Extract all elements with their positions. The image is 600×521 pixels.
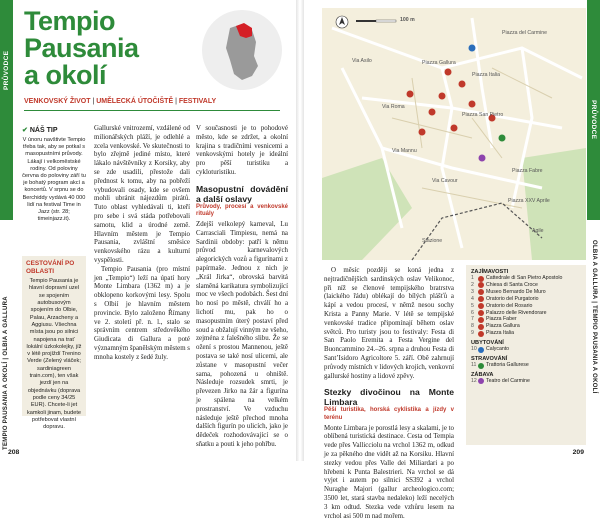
map-label: Agile: [532, 228, 544, 234]
map-label: Via Roma: [382, 104, 405, 110]
divider: [24, 110, 280, 111]
legend-marker-icon: [478, 310, 484, 316]
poi-marker-8: [445, 69, 452, 76]
map-label: Via Cavour: [432, 178, 458, 184]
poi-marker-2: [429, 109, 436, 116]
left-page: [0, 0, 296, 461]
legend-marker-icon: [478, 331, 484, 337]
legend-marker-icon: [478, 378, 484, 384]
section-subheading: Průvody, procesí a venkovské rituály: [196, 203, 288, 218]
legend-item: [471, 378, 581, 385]
text-column-1: [94, 125, 190, 363]
poi-marker-7: [407, 91, 414, 98]
legend-number: 3: [471, 288, 474, 295]
map-label: Piazza del Carmine: [502, 30, 547, 36]
legend-item: [471, 282, 581, 289]
legend-item: [471, 316, 581, 323]
section-heading: Masopustní dovádění a další oslavy: [196, 183, 288, 204]
poi-marker-sleep: [469, 45, 476, 52]
poi-marker-entertainment: [479, 155, 486, 162]
getting-around-box: [22, 256, 86, 431]
section-subheading: Pěší turistika, horská cyklistika a jízdy v terénu: [324, 407, 454, 421]
paragraph: V současnosti je to pohodové město, kde se zdržet, a okolní krajina s tradičními vesnicemi a venkovskými hotely je ideální pro pěší turistiku a cykloturistiku.: [196, 125, 288, 176]
legend-item: [471, 289, 581, 296]
running-head: TEMPIO PAUSANIA A OKOLÍ | OLBIA A GALLURA: [3, 296, 9, 450]
running-head: OLBIA A GALLURA | TEMPIO PAUSANIA A OKOLÍ: [591, 240, 597, 394]
legend-label: Piazza Gallura: [486, 323, 520, 330]
legend-number: 4: [471, 295, 474, 302]
text-column-1: [324, 267, 454, 521]
legend-number: 11: [471, 362, 477, 369]
map-label: Piazza Gallura: [422, 60, 456, 66]
legend-number: 5: [471, 302, 474, 309]
map-graphic: [322, 8, 586, 260]
poi-marker-3: [459, 81, 466, 88]
paragraph: Zdejší velkolepý karneval, Lu Carrasciali Timpiesu, nemá na Sardinii obdoby: patří k němu průvod karnevalových alegorických vozů a figurínami z papírmaše. Jednou z nich je „Král Jirka“, obrovská barvitá slaměná karikatura symbolizující moc ve všech podobách. Šest dní ho nosí po městě, chválí ho a lichotí mu, pak ho o masopustním úterý postaví před soud a obžalují vinným ze všeho, zejména z falešného slibu. Že se ožení s prostou Mannenou, ještě postava se také nosí ulicemi, ale zůstane v masopustní večer sama, pohozená u ohniště. Následuje rozsudek smrti, je převezen Jirko na žár a figurína je spálena na velkém prostranství. Ve vzduchu následuje ještě přechod mnoha dalších figurín po ulicích, jako je dědeček rozhodovávající se o sňatku a pouti k jeho pohřbu.: [196, 220, 288, 448]
section-tab: [0, 0, 13, 220]
title-line: Tempio: [24, 6, 115, 36]
legend-item: [471, 362, 581, 369]
paragraph: O měsíc později se koná jedna z nejtradičnějších sardinských oslav Velikonoc, při níž se členové tempijského bratrstva (laického řádu) oblékají do bílých plášťů a kápí a vedou procesí, v němž nesou sochy Krista a Panny Marie. V létě se tempijské venkovské tradice připomínají během oslav světců. Pro turisty jsou to festivaly: Festa di San Paolo Eremita a Festa Vergine del Buoncammino 24.–26. srpna a druhou Festa di Sant’Isidoro Agricoltore 5. září. Obě zahrnují průvody místních v lidových krojích, venkovní gallurské hostiny a lidové zpěvy.: [324, 267, 454, 380]
legend-label: Oratorio del Purgatorio: [486, 295, 539, 302]
park-area: [522, 148, 586, 260]
legend-label: Piazza Italia: [486, 330, 514, 337]
poi-marker-6: [469, 101, 476, 108]
legend-item: [471, 275, 581, 282]
legend-number: 9: [471, 330, 474, 337]
legend-heading: STRAVOVÁNÍ: [471, 356, 508, 363]
legend-label: Oratorio del Rosario: [486, 302, 533, 309]
poi-marker-5: [451, 125, 458, 132]
right-page: [304, 0, 600, 520]
getting-around-heading: CESTOVÁNÍ PO OBLASTI: [26, 260, 75, 275]
legend-heading: ZAJÍMAVOSTI: [471, 269, 509, 275]
thumbs-up-icon: ✔: [22, 127, 28, 134]
legend-label: Teatro del Carmine: [486, 377, 530, 384]
legend-eat-list: [471, 362, 581, 369]
legend-number: 7: [471, 316, 474, 323]
legend-marker-icon: [478, 296, 484, 302]
legend-heading: UBYTOVÁNÍ: [471, 340, 504, 347]
map-label: Piazza San Pietro: [462, 112, 504, 118]
legend-label: Cattedrale di San Pietro Apostolo: [486, 275, 563, 281]
legend-label: Trattoria Gallurese: [486, 362, 529, 369]
legend-fun-list: [471, 378, 581, 385]
town-map: [322, 8, 586, 260]
tagline-item: UMĚLECKÁ ÚTOČIŠTĚ: [96, 98, 174, 105]
legend-marker-icon: [478, 347, 484, 353]
map-label: Stazione: [422, 238, 443, 244]
legend-marker-icon: [478, 282, 484, 288]
legend-item: [471, 310, 581, 317]
tip-text: V únoru navštivte Tempio třeba tak, aby se potkal s masopustními průvody. Lákají i velkoměstské rodiny. Od poloviny června do poloviny září tu je bohatý program akcí a koncertů. V srpnu se do Berchiddy vydává 40 000 lidí na festival Time in Jazz (str. 28; timeinjazz.it).: [22, 137, 86, 223]
legend-item: [471, 323, 581, 330]
legend-item: [471, 330, 581, 337]
map-label: Piazza Fabre: [512, 168, 543, 174]
legend-number: 12: [471, 377, 477, 384]
legend-number: 8: [471, 323, 474, 330]
map-label: Via Mannu: [392, 148, 417, 154]
legend-number: 6: [471, 309, 474, 316]
legend-label: Chiesa di Santa Croce: [486, 281, 538, 288]
getting-around-text: Tempio Pausania je hlavní dopravní uzel se spojením autobusovým spojením do Olbie, Palau, Arzacheny a Aggiusu. Všechna místa jsou po silnici napojena na trať lokální úzkokolejky, jíž v létě projíždí Trenino Verde (Zelený vláček; sardiniagreen train.com), ten však jezdí jen na objednávku (doprava podle ceny 34/25 EUR). Chcete-li jet kamkoli jinam, budete potřebovat vlastní dopravu.: [26, 278, 82, 431]
text-column-2: [196, 125, 288, 450]
legend-sleep-list: [471, 346, 581, 353]
tip-box: [22, 126, 86, 223]
legend-number: 1: [471, 275, 474, 281]
legend-label: Museo Bernardo De Muro: [486, 288, 546, 295]
legend-label: Palazzo delle Rivendorare: [486, 309, 547, 316]
legend-marker-icon: [478, 324, 484, 330]
book-gutter: [296, 0, 304, 461]
legend-number: 2: [471, 281, 474, 288]
legend-item: [471, 303, 581, 310]
section-tab-label: PRŮVODCE: [3, 50, 10, 90]
paragraph: Monte Limbara je porostlá lesy a skalami, je to oblíbená turistická destinace. Cesta od Tempia vede přes Vallicciolu na vrchol 1362 m, odkud je za pěkného dne vidět až na Korsiku. Hlavní stezky vedou přes Valle dei Miliardari a po hřebeni k Punta Balestrieri. Na vrchol se dá vyjet i autem po silnici SS392 a vrchol Nuraghe Majori (gallur archeologico.com; 3500 let, stará stavba nedaleko) leží necelých 3 km odtud. Stezka vede vzhůru lesem na vrchol asi 500 m nad mořem.: [324, 424, 454, 520]
map-legend: [466, 265, 586, 445]
chapter-tagline: VENKOVSKÝ ŽIVOT | UMĚLECKÁ ÚTOČIŠTĚ | FESTIVALY: [24, 98, 217, 105]
legend-marker-icon: [478, 289, 484, 295]
legend-marker-icon: [478, 303, 484, 309]
section-heading: Stezky divočinou na Monte Limbara: [324, 387, 454, 408]
map-scale-label: 100 m: [400, 17, 415, 23]
poi-marker-1: [439, 93, 446, 100]
title-line: Pausania: [24, 33, 139, 63]
paragraph: Tempio Pausania (pro místní jen „Tempio“) leží na úpatí hory Monte Limbara (1362 m) a je obklopeno korkovými lesy. Spolu s Olbií je hlavním městem provincie. Bylo založeno Římany ve 2. století př. n. l., stalo se správním centrem středověkého Giudicata di Gallura a poté významným španělským městem s mnoha kostely z šedé žuly.: [94, 265, 190, 361]
legend-marker-icon: [478, 363, 484, 369]
legend-item: [471, 296, 581, 303]
legend-number: 10: [471, 346, 477, 353]
section-tab-label: PRŮVODCE: [590, 100, 597, 140]
map-label: Via Asilo: [352, 58, 372, 64]
legend-marker-icon: [478, 276, 484, 282]
sardinia-locator-map: [200, 8, 284, 92]
paragraph: Gallurské vnitrozemí, vzdálené od milionářských pláží, je odlehlé a zcela venkovské. Ve skutečnosti to bylo zřejmě jediné místo, které lákalo návštěvníky z Korsiky, aby se zde usadili, přestože dali přednost k tomu, aby na pobřeží vybudovali osady, kde se ovšem mohli ubránit nájezdům pirátů. Tuto oblast vyhledávali ti, kteří pro sebe i svá stáda potřebovali samotu, klid a úrodné země. Hlavním městem je Tempio Pausania, zvláštní směsice venkovského rázu a kulturní vyspělosti.: [94, 125, 190, 264]
page-number: 209: [572, 449, 584, 456]
map-label: Piazza XXV Aprile: [508, 198, 550, 204]
legend-item: [471, 346, 581, 353]
tip-heading: ✔ NÁŠ TIP: [22, 126, 58, 134]
north-arrow-icon: [336, 16, 348, 28]
title-line: a okolí: [24, 60, 107, 90]
poi-marker-eat: [499, 135, 506, 142]
legend-label: Piazza Faber: [486, 316, 517, 323]
tagline-item: FESTIVALY: [178, 98, 217, 105]
legend-sights-list: [471, 275, 581, 337]
map-label: Piazza Italia: [472, 72, 500, 78]
page-number: 208: [8, 449, 20, 456]
poi-marker-4: [419, 129, 426, 136]
tagline-item: VENKOVSKÝ ŽIVOT: [24, 98, 91, 105]
legend-label: Calycanto: [486, 346, 510, 353]
chapter-title: [24, 8, 139, 89]
legend-heading: ZÁBAVA: [471, 371, 494, 378]
legend-marker-icon: [478, 317, 484, 323]
scale-bar: [356, 20, 396, 22]
